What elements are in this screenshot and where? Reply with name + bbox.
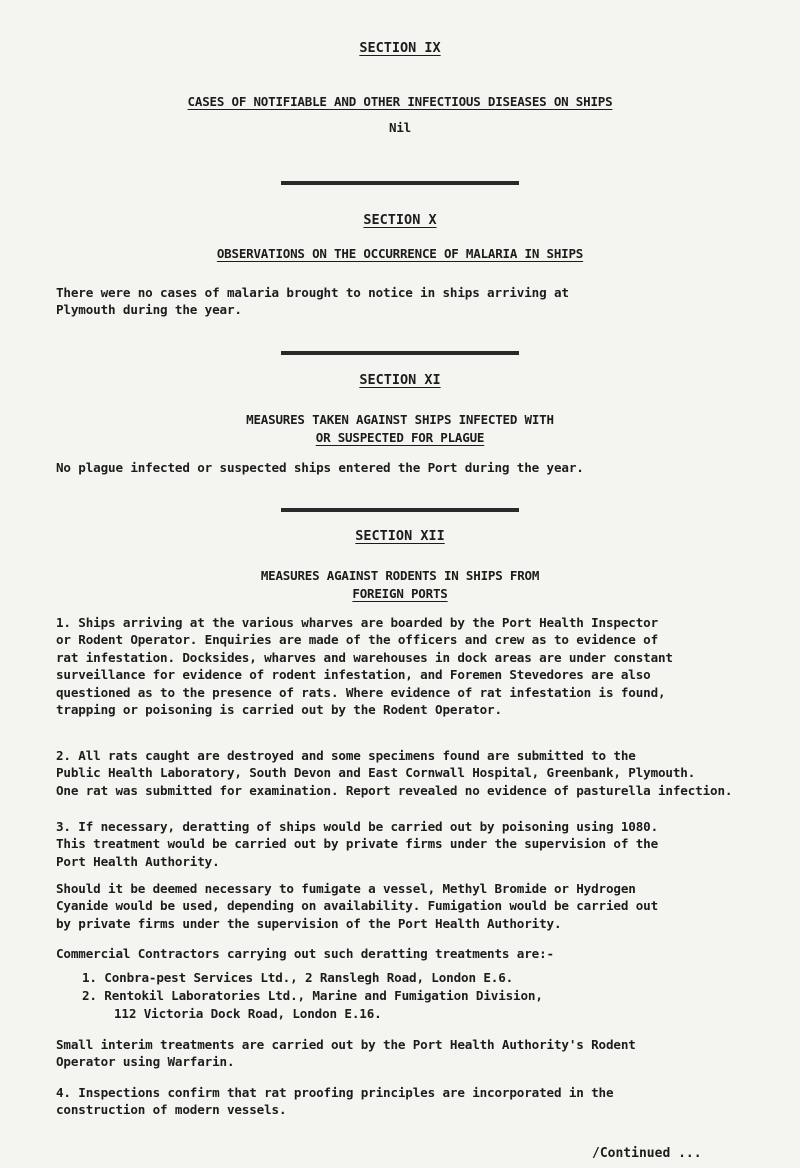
section-11-heading: SECTION XI: [359, 372, 441, 388]
contractor-item-2-line2: 112 Victoria Dock Road, London E.16.: [114, 1006, 382, 1021]
section-9-body: Nil: [389, 120, 411, 135]
section-12-title-line2: FOREIGN PORTS: [352, 586, 448, 601]
section-12-paragraph-6: Small interim treatments are carried out by the Port Health Authority's Rodent Operator using Warfarin.: [56, 1037, 636, 1070]
section-12-paragraph-7: 4. Inspections confirm that rat proofing principles are incorporated in the construction of modern vessels.: [56, 1085, 614, 1118]
section-11-title-line2: OR SUSPECTED FOR PLAGUE: [315, 430, 485, 445]
continued-footer: /Continued ...: [592, 1146, 702, 1161]
section-12-title-line1: MEASURES AGAINST RODENTS IN SHIPS FROM: [260, 568, 540, 583]
section-10-title: OBSERVATIONS ON THE OCCURRENCE OF MALARIA IN SHIPS: [216, 246, 584, 261]
section-9-title: CASES OF NOTIFIABLE AND OTHER INFECTIOUS DISEASES ON SHIPS: [187, 94, 613, 109]
section-10-body: There were no cases of malaria brought to notice in ships arriving at Plymouth during the year.: [56, 285, 569, 318]
section-12-paragraph-4: Should it be deemed necessary to fumigate a vessel, Methyl Bromide or Hydrogen Cyanide would be used, depending on availability. Fumigation would be carried out by private firms under the supervision of the Port Health Authority.: [56, 881, 658, 931]
section-9-heading: SECTION IX: [359, 40, 441, 56]
section-divider: [281, 181, 519, 185]
section-12-paragraph-2: 2. All rats caught are destroyed and some specimens found are submitted to the Public Health Laboratory, South Devon and East Cornwall Hospital, Greenbank, Plymouth. One rat was submitted for examination. Report revealed no evidence of pasturella infection.: [56, 748, 733, 798]
section-12-heading: SECTION XII: [355, 528, 445, 544]
section-12-paragraph-5: Commercial Contractors carrying out such deratting treatments are:-: [56, 946, 554, 961]
section-11-title-line1: MEASURES TAKEN AGAINST SHIPS INFECTED WITH: [246, 412, 554, 427]
section-divider: [281, 351, 519, 355]
section-11-body: No plague infected or suspected ships entered the Port during the year.: [56, 460, 584, 475]
section-12-paragraph-1: 1. Ships arriving at the various wharves are boarded by the Port Health Inspector or Rodent Operator. Enquiries are made of the officers and crew as to evidence of rat infestation. Docksides, wharves and warehouses in dock areas are under constant surveillance for evidence of rodent infestation, and Foremen Stevedores are also questioned as to the presence of rats. Where evidence of rat infestation is found, trapping or poisoning is carried out by the Rodent Operator.: [56, 615, 673, 718]
section-divider: [281, 508, 519, 512]
section-10-heading: SECTION X: [363, 212, 437, 228]
contractor-item-2-line1: 2. Rentokil Laboratories Ltd., Marine and Fumigation Division,: [82, 988, 543, 1003]
section-12-paragraph-3: 3. If necessary, deratting of ships would be carried out by poisoning using 1080. This treatment would be carried out by private firms under the supervision of the Port Health Authority.: [56, 819, 658, 869]
contractor-item-1: 1. Conbra-pest Services Ltd., 2 Ranslegh Road, London E.6.: [82, 970, 514, 985]
